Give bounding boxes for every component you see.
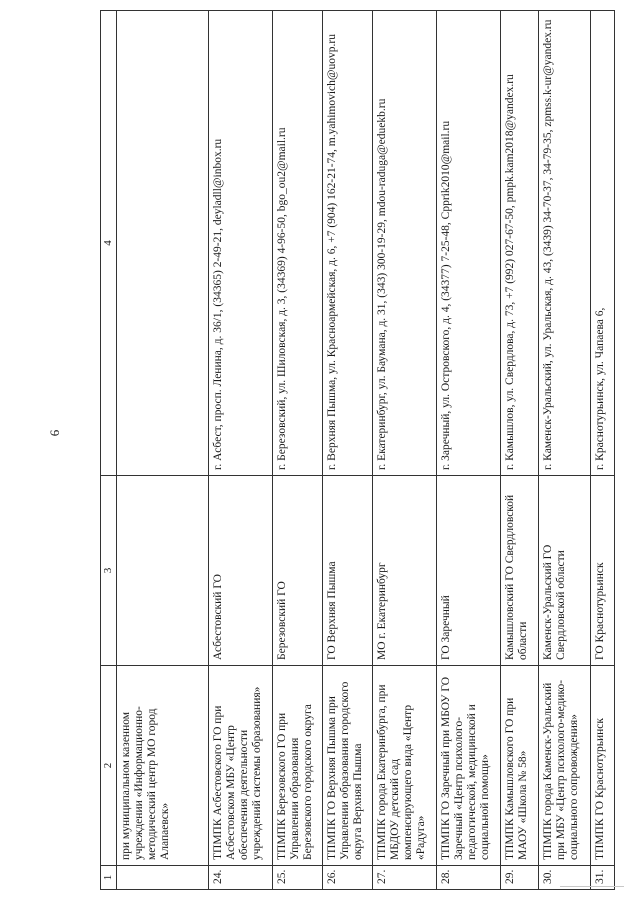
row-number: 28. [436,866,500,890]
pmpk-table [100,10,615,890]
territory: ГО Краснотурьинск [590,476,614,666]
territory: Березовский ГО [272,476,322,666]
row-number: 25. [272,866,322,890]
table-row [436,11,500,890]
table-row [500,11,538,890]
header-cell-3: 3 [101,476,117,666]
contacts: г. Верхняя Пышма, ул. Красноармейская, д. 6, +7 (904) 162-21-74, m.yahimovich@uovp.ru [322,11,372,476]
table-row [116,11,208,890]
table-row [372,11,436,890]
org-name: ТПМПК Камышловского ГО при МАОУ «Школа № 58» [500,666,538,866]
territory: Каменск-Уральский ГО Свердловской области [538,476,590,666]
contacts: г. Заречный, ул. Островского, д. 4, (34377) 7-25-48, Cpprik2010@mail.ru [436,11,500,476]
org-name: ТПМПК ГО Верхняя Пышма при Управлении образования городского округа Верхняя Пышма [322,666,372,866]
row-number: 31. [590,866,614,890]
org-name: ТПМПК ГО Заречный при МБОУ ГО Заречный «Центр психолого-педагогической, медицинской и социальной помощи» [436,666,500,866]
table-row [538,11,590,890]
row-number: 30. [538,866,590,890]
scan-artifact-line [560,886,624,887]
row-number: 29. [500,866,538,890]
header-row [101,11,117,890]
contacts [116,11,208,476]
header-cell-2: 2 [101,666,117,866]
territory: Камышловский ГО Свердловской области [500,476,538,666]
header-cell-4: 4 [101,11,117,476]
territory [116,476,208,666]
contacts: г. Асбест, просп. Ленина, д. 36/1, (34365) 2-49-21, deyladll@inbox.ru [208,11,272,476]
rotated-table-container [100,10,620,890]
org-name: при муниципальном казенном учреждении «Информационно-методический центр МО город Алапаевск» [116,666,208,866]
org-name: ТПМПК Березовского ГО при Управлении образования Березовского городского округа [272,666,322,866]
page-number: 6 [47,429,62,437]
table-row [208,11,272,890]
org-name: ТПМПК Асбестовского ГО при Асбестовском МБУ «Центр обеспечения деятельности учреждений системы образования» [208,666,272,866]
table-row [590,11,614,890]
org-name: ТПМПК ГО Краснотурьинск [590,666,614,866]
contacts: г. Екатеринбург, ул. Баумана, д. 31, (343) 300-19-29, mdou-raduga@eduekb.ru [372,11,436,476]
header-cell-1: 1 [101,866,117,890]
row-number: 24. [208,866,272,890]
territory: Асбестовский ГО [208,476,272,666]
table-row [272,11,322,890]
table-row [322,11,372,890]
contacts: г. Камышлов, ул. Свердлова, д. 73, +7 (992) 027-67-50, pmpk.kam2018@yandex.ru [500,11,538,476]
territory: МО г. Екатеринбург [372,476,436,666]
org-name: ТПМПК города Екатеринбурга, при МБДОУ детский сад компенсирующего вида «Центр «Радуга» [372,666,436,866]
contacts: г. Краснотурьинск, ул. Чапаева 6, [590,11,614,476]
territory: ГО Заречный [436,476,500,666]
org-name: ТПМПК города Каменск-Уральский при МБУ «Центр психолого-медико-социального сопровождения» [538,666,590,866]
territory: ГО Верхняя Пышма [322,476,372,666]
row-number [116,866,208,890]
row-number: 26. [322,866,372,890]
contacts: г. Березовский, ул. Шиловская, д. 3, (34369) 4-96-50, bgo_ou2@mail.ru [272,11,322,476]
rotated-page-frame [100,10,620,890]
contacts: г. Каменск-Уральский, ул. Уральская, д. 43, (3439) 34-70-37, 34-79-35, zpmss.k-ur@yandex.ru [538,11,590,476]
row-number: 27. [372,866,436,890]
